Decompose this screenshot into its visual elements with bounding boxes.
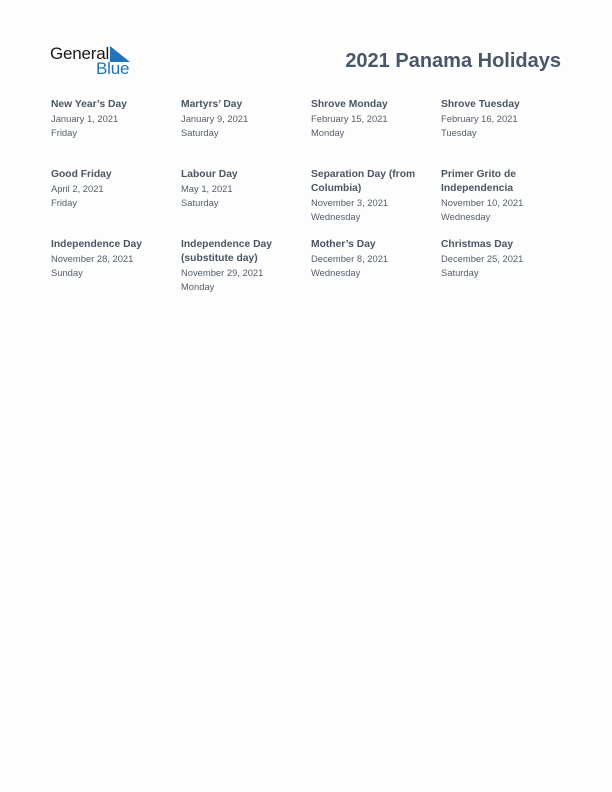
holiday-name: Independence Day (substitute day) [181,239,272,264]
holiday-entry [441,238,566,279]
holiday-date: November 28, 2021 [51,253,134,264]
holiday-date: November 29, 2021 [181,267,264,278]
holiday-name: Martyrs’ Day [181,99,243,110]
holiday-name: Separation Day (from Columbia) [311,169,416,194]
holiday-weekday: Monday [311,126,345,138]
holiday-weekday: Friday [51,126,78,138]
holiday-weekday: Saturday [181,126,219,138]
holiday-weekday: Sunday [51,266,83,278]
page-title: 2021 Panama Holidays [345,50,561,72]
holiday-date: April 2, 2021 [51,183,104,194]
holiday-weekday: Wednesday [311,210,361,222]
holiday-name: Mother’s Day [311,239,376,250]
holiday-weekday: Friday [51,196,78,208]
holiday-date: May 1, 2021 [181,183,233,194]
holiday-entry [441,98,566,139]
holiday-date: February 15, 2021 [311,113,388,124]
holiday-weekday: Tuesday [441,126,477,138]
holiday-entry [51,238,176,279]
holiday-date: December 25, 2021 [441,253,524,264]
holiday-date: December 8, 2021 [311,253,389,264]
holiday-weekday: Saturday [441,266,479,278]
holiday-entry [441,168,566,223]
holiday-entry [51,98,176,139]
holiday-entry [51,168,176,209]
holiday-entry [181,98,306,139]
holiday-weekday: Monday [181,280,215,292]
holiday-entry [311,238,436,279]
holiday-entry [311,98,436,139]
holiday-date: November 3, 2021 [311,197,389,208]
holiday-name: Labour Day [181,169,238,180]
holiday-entry [181,238,306,293]
holiday-name: Good Friday [51,169,112,180]
holiday-entry [311,168,436,223]
holiday-name: Christmas Day [441,239,514,250]
holiday-name: Shrove Tuesday [441,99,520,110]
holiday-name: Shrove Monday [311,99,388,110]
holiday-name: Primer Grito de Independencia [441,169,516,194]
logo-word-general: General [50,44,110,63]
holiday-date: January 1, 2021 [51,113,119,124]
holiday-date: January 9, 2021 [181,113,249,124]
holiday-weekday: Saturday [181,196,219,208]
brand-logo [50,44,140,78]
holiday-name: New Year’s Day [51,99,127,110]
holiday-name: Independence Day [51,239,142,250]
logo-word-blue: Blue [96,59,130,78]
holiday-weekday: Wednesday [311,266,361,278]
holiday-date: November 10, 2021 [441,197,524,208]
holiday-date: February 16, 2021 [441,113,518,124]
holiday-weekday: Wednesday [441,210,491,222]
holiday-entry [181,168,306,209]
